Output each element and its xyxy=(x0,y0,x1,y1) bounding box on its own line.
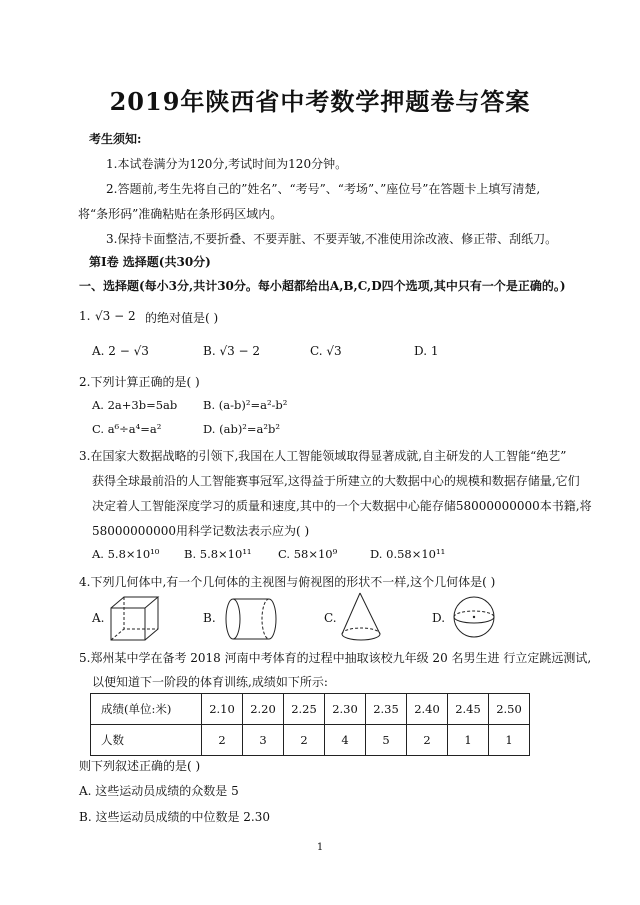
notice-heading: 考生须知: xyxy=(89,132,142,146)
q5-line-2: 以便知道下一阶段的体育训练,成绩如下所示: xyxy=(92,675,328,689)
table-cell: 2.30 xyxy=(325,694,366,725)
q3-option-b: B. 5.8×10¹¹ xyxy=(184,547,252,561)
q1-stem-text: 的绝对值是( ) xyxy=(145,311,219,325)
q5-followup: 则下列叙述正确的是( ) xyxy=(79,759,201,773)
q5-line-1: 5.郑州某中学在备考 2018 河南中考体育的过程中抽取该校九年级 20 名男生进 行立定跳远测试, xyxy=(79,651,592,665)
score-table xyxy=(90,693,530,756)
table-row xyxy=(91,725,530,756)
q4-option-b: B. xyxy=(203,611,216,625)
q5-option-b: B. 这些运动员成绩的中位数是 2.30 xyxy=(79,810,270,824)
q3-line-1: 3.在国家大数据战略的引领下,我国在人工智能领域取得显著成就,自主研发的人工智能“绝艺” xyxy=(79,449,567,463)
notice-item-2b: 将“条形码”准确粘贴在条形码区域内。 xyxy=(78,207,283,221)
q5-option-a: A. 这些运动员成绩的众数是 5 xyxy=(79,784,239,798)
table-cell: 1 xyxy=(489,725,530,756)
q2-stem: 2.下列计算正确的是( ) xyxy=(79,375,200,389)
cube-figure xyxy=(110,596,160,642)
table-cell: 2.10 xyxy=(202,694,243,725)
section-label: 第Ⅰ卷 选择题(共30分) xyxy=(89,255,211,269)
q4-option-d: D. xyxy=(432,611,446,625)
table-cell: 2 xyxy=(202,725,243,756)
table-row xyxy=(91,694,530,725)
q1-option-d: D. 1 xyxy=(414,344,439,358)
q1-stem-math: √3 − 2 xyxy=(95,309,136,323)
document-title: 2019年陕西省中考数学押题卷与答案 xyxy=(109,87,531,116)
table-cell: 5 xyxy=(366,725,407,756)
table-cell: 2 xyxy=(284,725,325,756)
table-cell: 2.40 xyxy=(407,694,448,725)
table-cell: 成绩(单位:米) xyxy=(91,694,202,725)
table-cell: 3 xyxy=(243,725,284,756)
q3-line-4: 58000000000用科学记数法表示应为( ) xyxy=(92,524,310,538)
q4-option-a: A. xyxy=(92,611,105,625)
q1-number: 1. xyxy=(79,309,91,323)
q1-option-b: B. √3 − 2 xyxy=(203,344,261,358)
notice-item-2a: 2.答题前,考生先将自己的”姓名”、“考号”、“考场”、”座位号”在答题卡上填写清楚, xyxy=(106,182,541,196)
q4-option-c: C. xyxy=(324,611,337,625)
q3-option-c: C. 58×10⁹ xyxy=(278,547,338,561)
q3-line-2: 获得全球最前沿的人工智能赛事冠军,这得益于所建立的大数据中心的规模和数据存储量,它们 xyxy=(92,474,580,488)
section-instruction: 一、选择题(每小3分,共计30分。每小超都给出A,B,C,D四个选项,其中只有一个是正确的。) xyxy=(79,279,566,293)
cone-figure xyxy=(340,592,384,644)
q3-option-a: A. 5.8×10¹⁰ xyxy=(92,547,160,561)
q1-option-a: A. 2 − √3 xyxy=(92,344,149,358)
page-number: 1 xyxy=(316,842,324,853)
q3-line-3: 决定着人工智能深度学习的质量和速度,其中的一个大数据中心能存储58000000000本书籍,将 xyxy=(92,499,592,513)
notice-item-1: 1.本试卷满分为120分,考试时间为120分钟。 xyxy=(106,157,348,171)
q2-option-c: C. a⁶÷a⁴=a² xyxy=(92,422,162,436)
q4-stem: 4.下列几何体中,有一个几何体的主视图与俯视图的形状不一样,这个几何体是( ) xyxy=(79,575,496,589)
table-cell: 2.45 xyxy=(448,694,489,725)
cylinder-figure xyxy=(225,597,277,641)
table-cell: 2.20 xyxy=(243,694,284,725)
q2-option-b: B. (a-b)²=a²-b² xyxy=(203,398,288,412)
q1-option-c: C. √3 xyxy=(310,344,342,358)
table-cell: 人数 xyxy=(91,725,202,756)
table-cell: 2 xyxy=(407,725,448,756)
q2-option-d: D. (ab)²=a²b² xyxy=(203,422,280,436)
q3-option-d: D. 0.58×10¹¹ xyxy=(370,547,446,561)
sphere-figure xyxy=(452,595,496,639)
table-cell: 4 xyxy=(325,725,366,756)
table-cell: 2.50 xyxy=(489,694,530,725)
table-cell: 1 xyxy=(448,725,489,756)
table-cell: 2.35 xyxy=(366,694,407,725)
notice-item-3: 3.保持卡面整洁,不要折叠、不要弄脏、不要弄皱,不准使用涂改液、修正带、刮纸刀。 xyxy=(106,232,558,246)
table-cell: 2.25 xyxy=(284,694,325,725)
q2-option-a: A. 2a+3b=5ab xyxy=(92,398,178,412)
